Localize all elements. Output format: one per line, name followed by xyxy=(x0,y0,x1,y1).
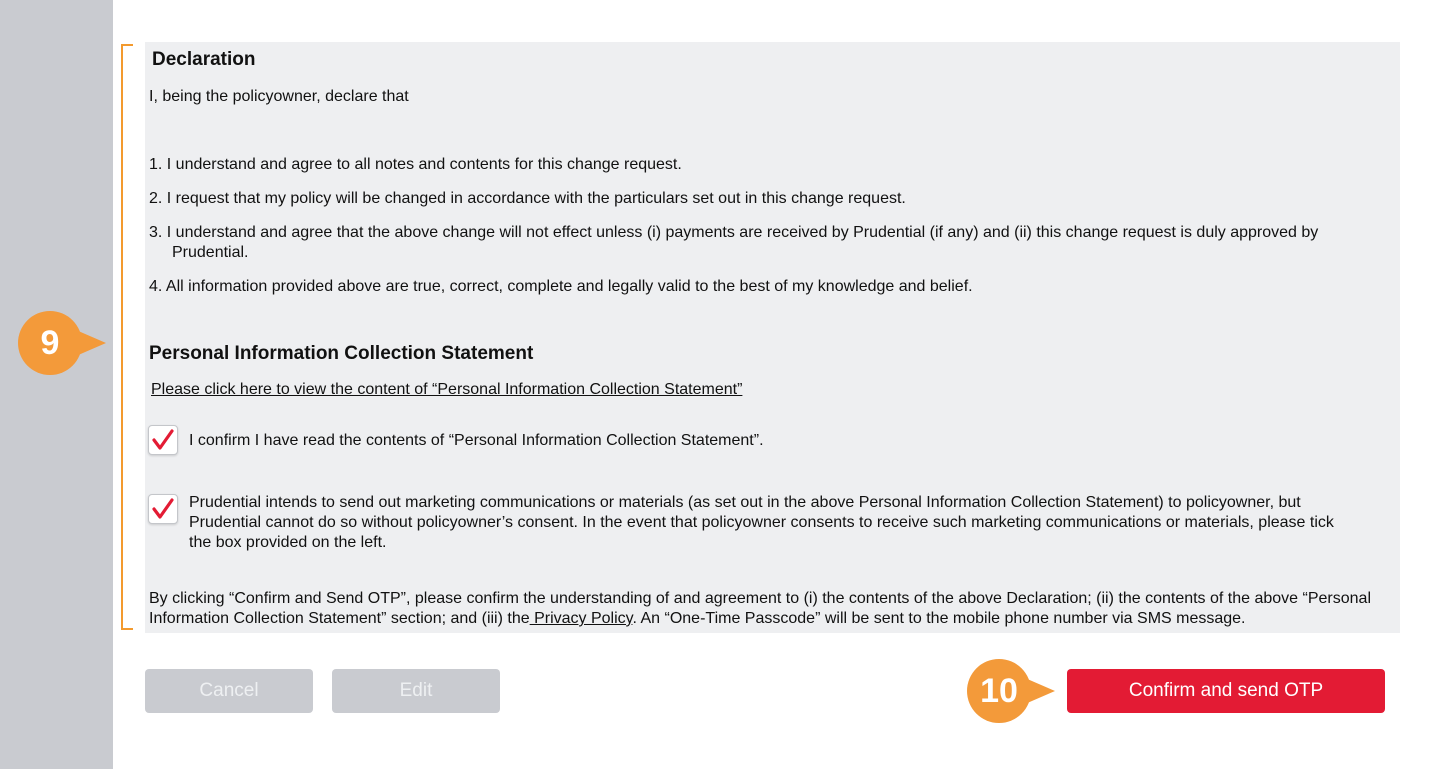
declaration-item-2: 2. I request that my policy will be changed in accordance with the particulars set out in this change request. xyxy=(149,190,906,207)
confirm-send-otp-button[interactable]: Confirm and send OTP xyxy=(1067,669,1385,713)
footer-notice-text: Information Collection Statement” section; and (iii) the xyxy=(149,610,530,627)
confirm-read-label: I confirm I have read the contents of “Personal Information Collection Statement”. xyxy=(189,432,764,449)
declaration-item-4: 4. All information provided above are true, correct, complete and legally valid to the best of my knowledge and belief. xyxy=(149,278,973,295)
marketing-consent-line-3: the box provided on the left. xyxy=(189,534,387,551)
privacy-policy-link[interactable]: Privacy Policy xyxy=(529,610,633,627)
footer-notice-line-1: By clicking “Confirm and Send OTP”, please confirm the understanding of and agreement to (i) the contents of the above Declaration; (ii) the contents of the above “Personal xyxy=(149,590,1371,607)
marketing-consent-line-2: Prudential cannot do so without policyowner’s consent. In the event that policyowner consents to receive such marketing communications or materials, please tick xyxy=(189,514,1334,531)
checkmark-icon xyxy=(151,428,175,452)
step-callout-9: 9 xyxy=(18,311,82,375)
declaration-item-1: 1. I understand and agree to all notes and contents for this change request. xyxy=(149,156,682,173)
section-bracket xyxy=(121,44,133,630)
confirm-read-checkbox[interactable] xyxy=(148,425,178,455)
marketing-consent-line-1: Prudential intends to send out marketing communications or materials (as set out in the above Personal Information Collection Statement) to policyowner, but xyxy=(189,494,1301,511)
cancel-button[interactable]: Cancel xyxy=(145,669,313,713)
marketing-consent-checkbox[interactable] xyxy=(148,494,178,524)
footer-notice-line-2 xyxy=(149,609,1246,629)
pics-title: Personal Information Collection Statement xyxy=(149,343,534,364)
pics-link[interactable]: Please click here to view the content of “Personal Information Collection Statement” xyxy=(151,381,743,398)
edit-button[interactable]: Edit xyxy=(332,669,500,713)
left-rail xyxy=(0,0,113,769)
declaration-item-3: 3. I understand and agree that the above change will not effect unless (i) payments are received by Prudential (if any) and (ii) this change request is duly approved by xyxy=(149,224,1319,241)
declaration-panel xyxy=(145,42,1400,633)
declaration-intro: I, being the policyowner, declare that xyxy=(149,88,409,105)
declaration-title: Declaration xyxy=(152,49,256,70)
declaration-item-3-cont: Prudential. xyxy=(172,244,249,261)
checkmark-icon xyxy=(151,497,175,521)
footer-notice-text-end: . An “One-Time Passcode” will be sent to the mobile phone number via SMS message. xyxy=(632,610,1246,627)
step-callout-10: 10 xyxy=(967,659,1031,723)
